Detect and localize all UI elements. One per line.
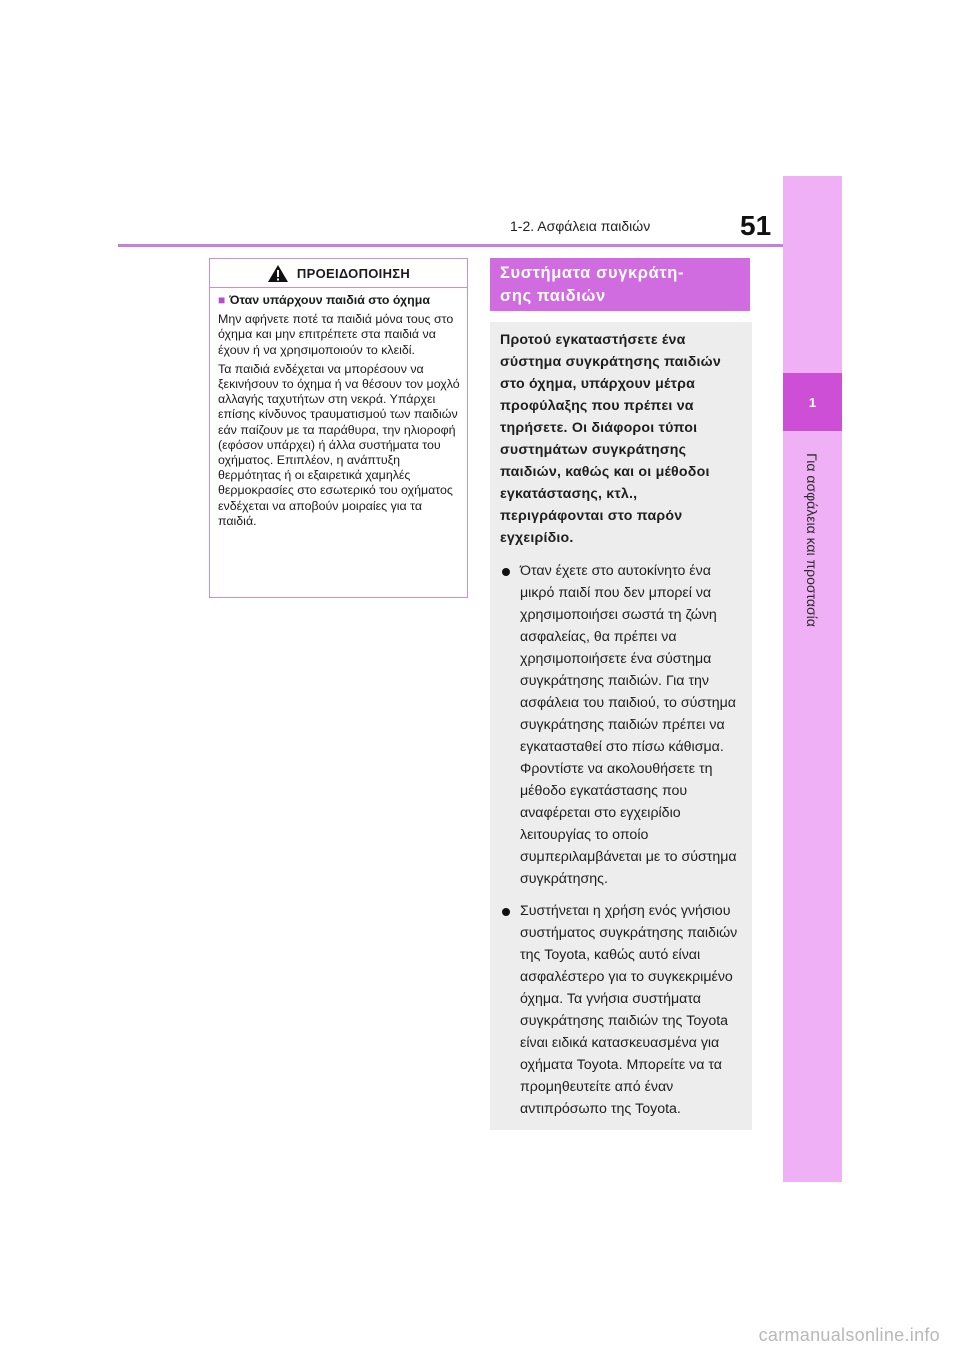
chapter-label: Για ασφάλεια και προστασία	[804, 453, 820, 627]
page-number: 51	[740, 210, 772, 241]
header-rule	[118, 244, 783, 247]
section-heading-line: σης παιδιών	[500, 287, 606, 305]
chapter-number: 1	[808, 394, 817, 410]
warning-paragraph: Μην αφήνετε ποτέ τα παιδιά μόνα τους στο όχημα και μην επιτρέπετε στα παιδιά να έχουν ή να χρησιμοποιούν το κλειδί.	[218, 312, 454, 357]
warning-box	[209, 258, 468, 598]
warning-title: ΠΡΟΕΙΔΟΠΟΙΗΣΗ	[296, 265, 411, 281]
warning-subtitle	[218, 293, 460, 308]
chapter-number-tab[interactable]	[783, 373, 842, 431]
section-heading-line: Συστήματα συγκράτη-	[500, 264, 685, 282]
list-item-text: Όταν έχετε στο αυτοκίνητο ένα μικρό παιδί που δεν μπορεί να χρησιμοποιήσει σωστά τη ζώνη ασφαλείας, θα πρέπει να χρησιμοποιήσετε ένα σύστημα συγκράτησης παιδιών. Για την ασφάλεια του παιδιού, το σύστημα συγκράτησης παιδιών πρέπει να εγκατασταθεί στο πίσω κάθισμα. Φροντίστε να ακολουθήσετε τη μέθοδο εγκατάστασης που αναφέρεται στο εγχειρίδιο λειτουργίας το οποίο συμπεριλαμβάνεται με το σύστημα συγκράτησης.	[520, 563, 737, 887]
list-item	[500, 900, 742, 1120]
section-heading	[490, 258, 750, 311]
square-bullet-icon: ■	[218, 293, 226, 307]
bullet-dot-icon	[502, 568, 510, 576]
section-title: 1-2. Ασφάλεια παιδιών	[510, 218, 651, 234]
warning-body	[210, 288, 467, 529]
section-intro: Προτού εγκαταστήσετε ένα σύστημα συγκράτησης παιδιών στο όχημα, υπάρχουν μέτρα προφύλαξης που πρέπει να τηρήσετε. Οι διάφοροι τύποι συστημάτων συγκράτησης παιδιών, καθώς και οι μέθοδοι εγκατάστασης, κτλ., περιγράφονται στο παρόν εγχειρίδιο.	[500, 332, 721, 546]
warning-header	[210, 259, 467, 288]
warning-paragraph: Τα παιδιά ενδέχεται να μπορέσουν να ξεκινήσουν το όχημα ή να θέσουν τον μοχλό αλλαγής ταχυτήτων στη νεκρά. Υπάρχει επίσης κίνδυνος τραυματισμού των παιδιών εάν παίζουν με τα παράθυρα, την ηλιοροφή (εφόσον υπάρχει) ή άλλα συστήματα του οχήματος. Επιπλέον, η ανάπτυξη θερμότητας ή οι εξαιρετικά χαμηλές θερμοκρασίες στο εσωτερικό του οχήματος ενδέχεται να αποβούν μοιραίες για τα παιδιά.	[218, 361, 460, 528]
warning-subtitle-text: Όταν υπάρχουν παιδιά στο όχημα	[229, 293, 430, 307]
chapter-side-strip	[783, 176, 842, 1182]
footer-watermark: carmanualsonline.info	[758, 1325, 940, 1345]
section-content-box	[490, 322, 752, 1130]
warning-triangle-icon	[267, 264, 289, 283]
list-item	[500, 560, 742, 890]
list-item-text: Συστήνεται η χρήση ενός γνήσιου συστήματος συγκράτησης παιδιών της Toyota, καθώς αυτό είναι ασφαλέστερο για το συγκεκριμένο όχημα. Τα γνήσια συστήματα συγκράτησης παιδιών της Toyota είναι ειδικά κατασκευασμένα για οχήματα Toyota. Μπορείτε να τα προμηθευτείτε από έναν αντιπρόσωπο της Toyota.	[520, 903, 738, 1117]
bullet-dot-icon	[502, 908, 510, 916]
